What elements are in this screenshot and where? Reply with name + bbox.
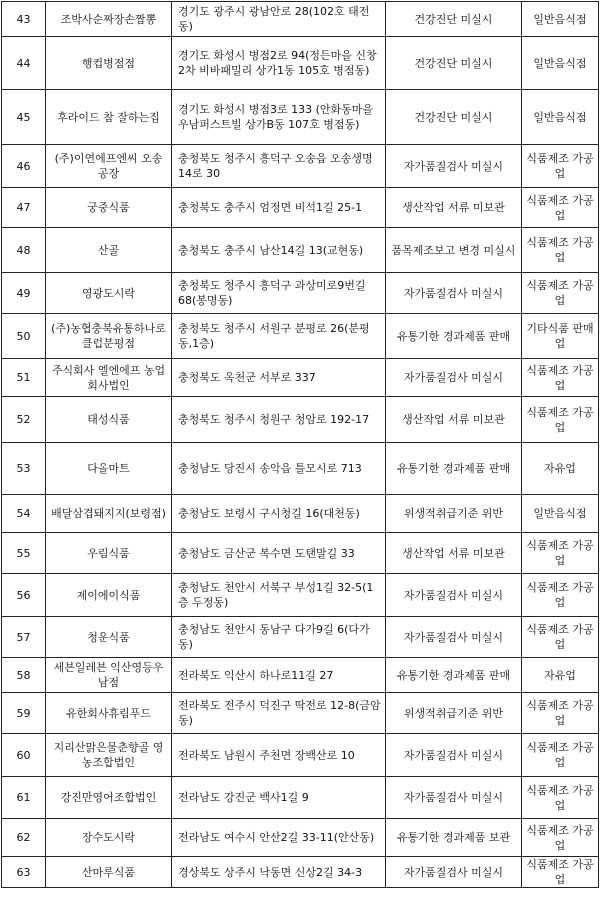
violation: 위생적취급기준 위반 — [386, 693, 522, 734]
business-address: 전라북도 전주시 덕진구 딱전로 12-8(금암동) — [172, 693, 386, 734]
table-row — [2, 2, 599, 37]
row-number: 60 — [2, 734, 46, 777]
business-type: 식품제조 가공업 — [522, 533, 599, 574]
table-row — [2, 314, 599, 359]
row-number: 62 — [2, 819, 46, 857]
business-name: 지리산맑은물춘향골 영농조합법인 — [46, 734, 172, 777]
business-type: 식품제조 가공업 — [522, 574, 599, 617]
table-row — [2, 777, 599, 819]
violation: 생산작업 서류 미보관 — [386, 397, 522, 443]
violation: 자가품질검사 미실시 — [386, 777, 522, 819]
violation: 유통기한 경과제품 판매 — [386, 314, 522, 359]
violation: 자가품질검사 미실시 — [386, 857, 522, 888]
business-name: (주)농협충북유통하나로클럽분평점 — [46, 314, 172, 359]
row-number: 54 — [2, 495, 46, 533]
table-row — [2, 359, 599, 397]
business-name: (주)이연에프엔씨 오송공장 — [46, 145, 172, 188]
business-type: 식품제조 가공업 — [522, 145, 599, 188]
business-address: 충청남도 천안시 서북구 부성1길 32-5(1층 두정동) — [172, 574, 386, 617]
business-name: 청운식품 — [46, 617, 172, 658]
business-type: 일반음식점 — [522, 37, 599, 90]
table-row — [2, 617, 599, 658]
table-row — [2, 734, 599, 777]
violation: 자가품질검사 미실시 — [386, 273, 522, 314]
business-name: 산마루식품 — [46, 857, 172, 888]
violation: 생산작업 서류 미보관 — [386, 533, 522, 574]
violation: 유통기한 경과제품 판매 — [386, 658, 522, 693]
business-type: 식품제조 가공업 — [522, 617, 599, 658]
violation: 생산작업 서류 미보관 — [386, 188, 522, 228]
violation: 자가품질검사 미실시 — [386, 145, 522, 188]
business-name: 산골 — [46, 228, 172, 273]
row-number: 45 — [2, 90, 46, 145]
business-name: 영광도시락 — [46, 273, 172, 314]
business-name: 주식회사 엘엔에프 농업회사법인 — [46, 359, 172, 397]
violation: 유통기한 경과제품 보관 — [386, 819, 522, 857]
table-row — [2, 533, 599, 574]
table-row — [2, 574, 599, 617]
table-row — [2, 443, 599, 495]
business-type: 자유업 — [522, 658, 599, 693]
row-number: 43 — [2, 2, 46, 37]
violations-table-body — [2, 2, 599, 888]
business-type: 식품제조 가공업 — [522, 188, 599, 228]
business-type: 식품제조 가공업 — [522, 819, 599, 857]
business-address: 전라북도 익산시 하나로11길 27 — [172, 658, 386, 693]
row-number: 44 — [2, 37, 46, 90]
violation: 건강진단 미실시 — [386, 37, 522, 90]
business-name: 후라이드 참 잘하는집 — [46, 90, 172, 145]
violation: 자가품질검사 미실시 — [386, 359, 522, 397]
business-type: 식품제조 가공업 — [522, 693, 599, 734]
business-type: 일반음식점 — [522, 90, 599, 145]
business-name: 궁중식품 — [46, 188, 172, 228]
violation: 자가품질검사 미실시 — [386, 574, 522, 617]
business-address: 충청북도 청주시 흥덕구 오송읍 오송생명14로 30 — [172, 145, 386, 188]
violation: 유통기한 경과제품 판매 — [386, 443, 522, 495]
row-number: 50 — [2, 314, 46, 359]
table-row — [2, 819, 599, 857]
row-number: 59 — [2, 693, 46, 734]
business-address: 경기도 광주시 광남안로 28(102호 태전동) — [172, 2, 386, 37]
row-number: 57 — [2, 617, 46, 658]
business-name: 유한회사휴림푸드 — [46, 693, 172, 734]
row-number: 61 — [2, 777, 46, 819]
table-row — [2, 693, 599, 734]
business-address: 충청남도 당진시 송악읍 틀모시로 713 — [172, 443, 386, 495]
business-address: 충청북도 옥천군 서부로 337 — [172, 359, 386, 397]
business-address: 충청남도 보령시 구시청길 16(대천동) — [172, 495, 386, 533]
business-name: 조박사순짜장손짬뽕 — [46, 2, 172, 37]
business-address: 경기도 화성시 병점3로 133 (안화동마을우남퍼스트빌 상가B동 107호 병점동) — [172, 90, 386, 145]
business-address: 충청북도 청주시 청원구 청암로 192-17 — [172, 397, 386, 443]
business-address: 충청북도 청주시 흥덕구 과상미로9번길 68(봉명동) — [172, 273, 386, 314]
business-type: 식품제조 가공업 — [522, 397, 599, 443]
business-type: 식품제조 가공업 — [522, 777, 599, 819]
business-name: 강진만영어조합법인 — [46, 777, 172, 819]
row-number: 51 — [2, 359, 46, 397]
table-row — [2, 228, 599, 273]
business-name: 우림식품 — [46, 533, 172, 574]
business-address: 충청북도 충주시 엄정면 비석1길 25-1 — [172, 188, 386, 228]
table-row — [2, 37, 599, 90]
business-name: 태성식품 — [46, 397, 172, 443]
business-address: 전라남도 여수시 안산2길 33-11(안산동) — [172, 819, 386, 857]
business-type: 일반음식점 — [522, 495, 599, 533]
table-row — [2, 397, 599, 443]
business-name: 장수도시락 — [46, 819, 172, 857]
business-address: 경상북도 상주시 낙동면 신상2길 34-3 — [172, 857, 386, 888]
row-number: 48 — [2, 228, 46, 273]
row-number: 58 — [2, 658, 46, 693]
violation: 건강진단 미실시 — [386, 2, 522, 37]
business-address: 충청남도 금산군 복수면 도탠말길 33 — [172, 533, 386, 574]
business-type: 식품제조 가공업 — [522, 734, 599, 777]
row-number: 52 — [2, 397, 46, 443]
business-address: 충청남도 천안시 동남구 다가9길 6(다가동) — [172, 617, 386, 658]
row-number: 47 — [2, 188, 46, 228]
violation: 품목제조보고 변경 미실시 — [386, 228, 522, 273]
business-type: 식품제조 가공업 — [522, 359, 599, 397]
business-type: 일반음식점 — [522, 2, 599, 37]
business-type: 자유업 — [522, 443, 599, 495]
table-row — [2, 857, 599, 888]
business-name: 배달삼겹돼지지(보령점) — [46, 495, 172, 533]
business-type: 식품제조 가공업 — [522, 228, 599, 273]
business-type: 기타식품 판매업 — [522, 314, 599, 359]
row-number: 63 — [2, 857, 46, 888]
table-row — [2, 188, 599, 228]
business-name: 제이에이식품 — [46, 574, 172, 617]
table-row — [2, 90, 599, 145]
business-name: 세븐일레븐 익산영등우남점 — [46, 658, 172, 693]
row-number: 55 — [2, 533, 46, 574]
violations-table — [1, 1, 599, 888]
row-number: 56 — [2, 574, 46, 617]
row-number: 53 — [2, 443, 46, 495]
table-row — [2, 273, 599, 314]
table-row — [2, 658, 599, 693]
row-number: 49 — [2, 273, 46, 314]
business-address: 충청북도 충주시 남산14길 13(교현동) — [172, 228, 386, 273]
table-row — [2, 145, 599, 188]
business-name: 다올마트 — [46, 443, 172, 495]
business-address: 경기도 화성시 병점2로 94(정든마을 신창2차 비바패밀리 상가1동 105호 병점동) — [172, 37, 386, 90]
violation: 건강진단 미실시 — [386, 90, 522, 145]
business-name: 행컵병점점 — [46, 37, 172, 90]
row-number: 46 — [2, 145, 46, 188]
violation: 자가품질검사 미실시 — [386, 734, 522, 777]
business-type: 식품제조 가공업 — [522, 273, 599, 314]
business-type: 식품제조 가공업 — [522, 857, 599, 888]
violation: 자가품질검사 미실시 — [386, 617, 522, 658]
business-address: 전라북도 남원시 주천면 장백산로 10 — [172, 734, 386, 777]
business-address: 전라남도 강진군 백사1길 9 — [172, 777, 386, 819]
violation: 위생적취급기준 위반 — [386, 495, 522, 533]
table-row — [2, 495, 599, 533]
business-address: 충청북도 청주시 서원구 분평로 26(분평동,1층) — [172, 314, 386, 359]
